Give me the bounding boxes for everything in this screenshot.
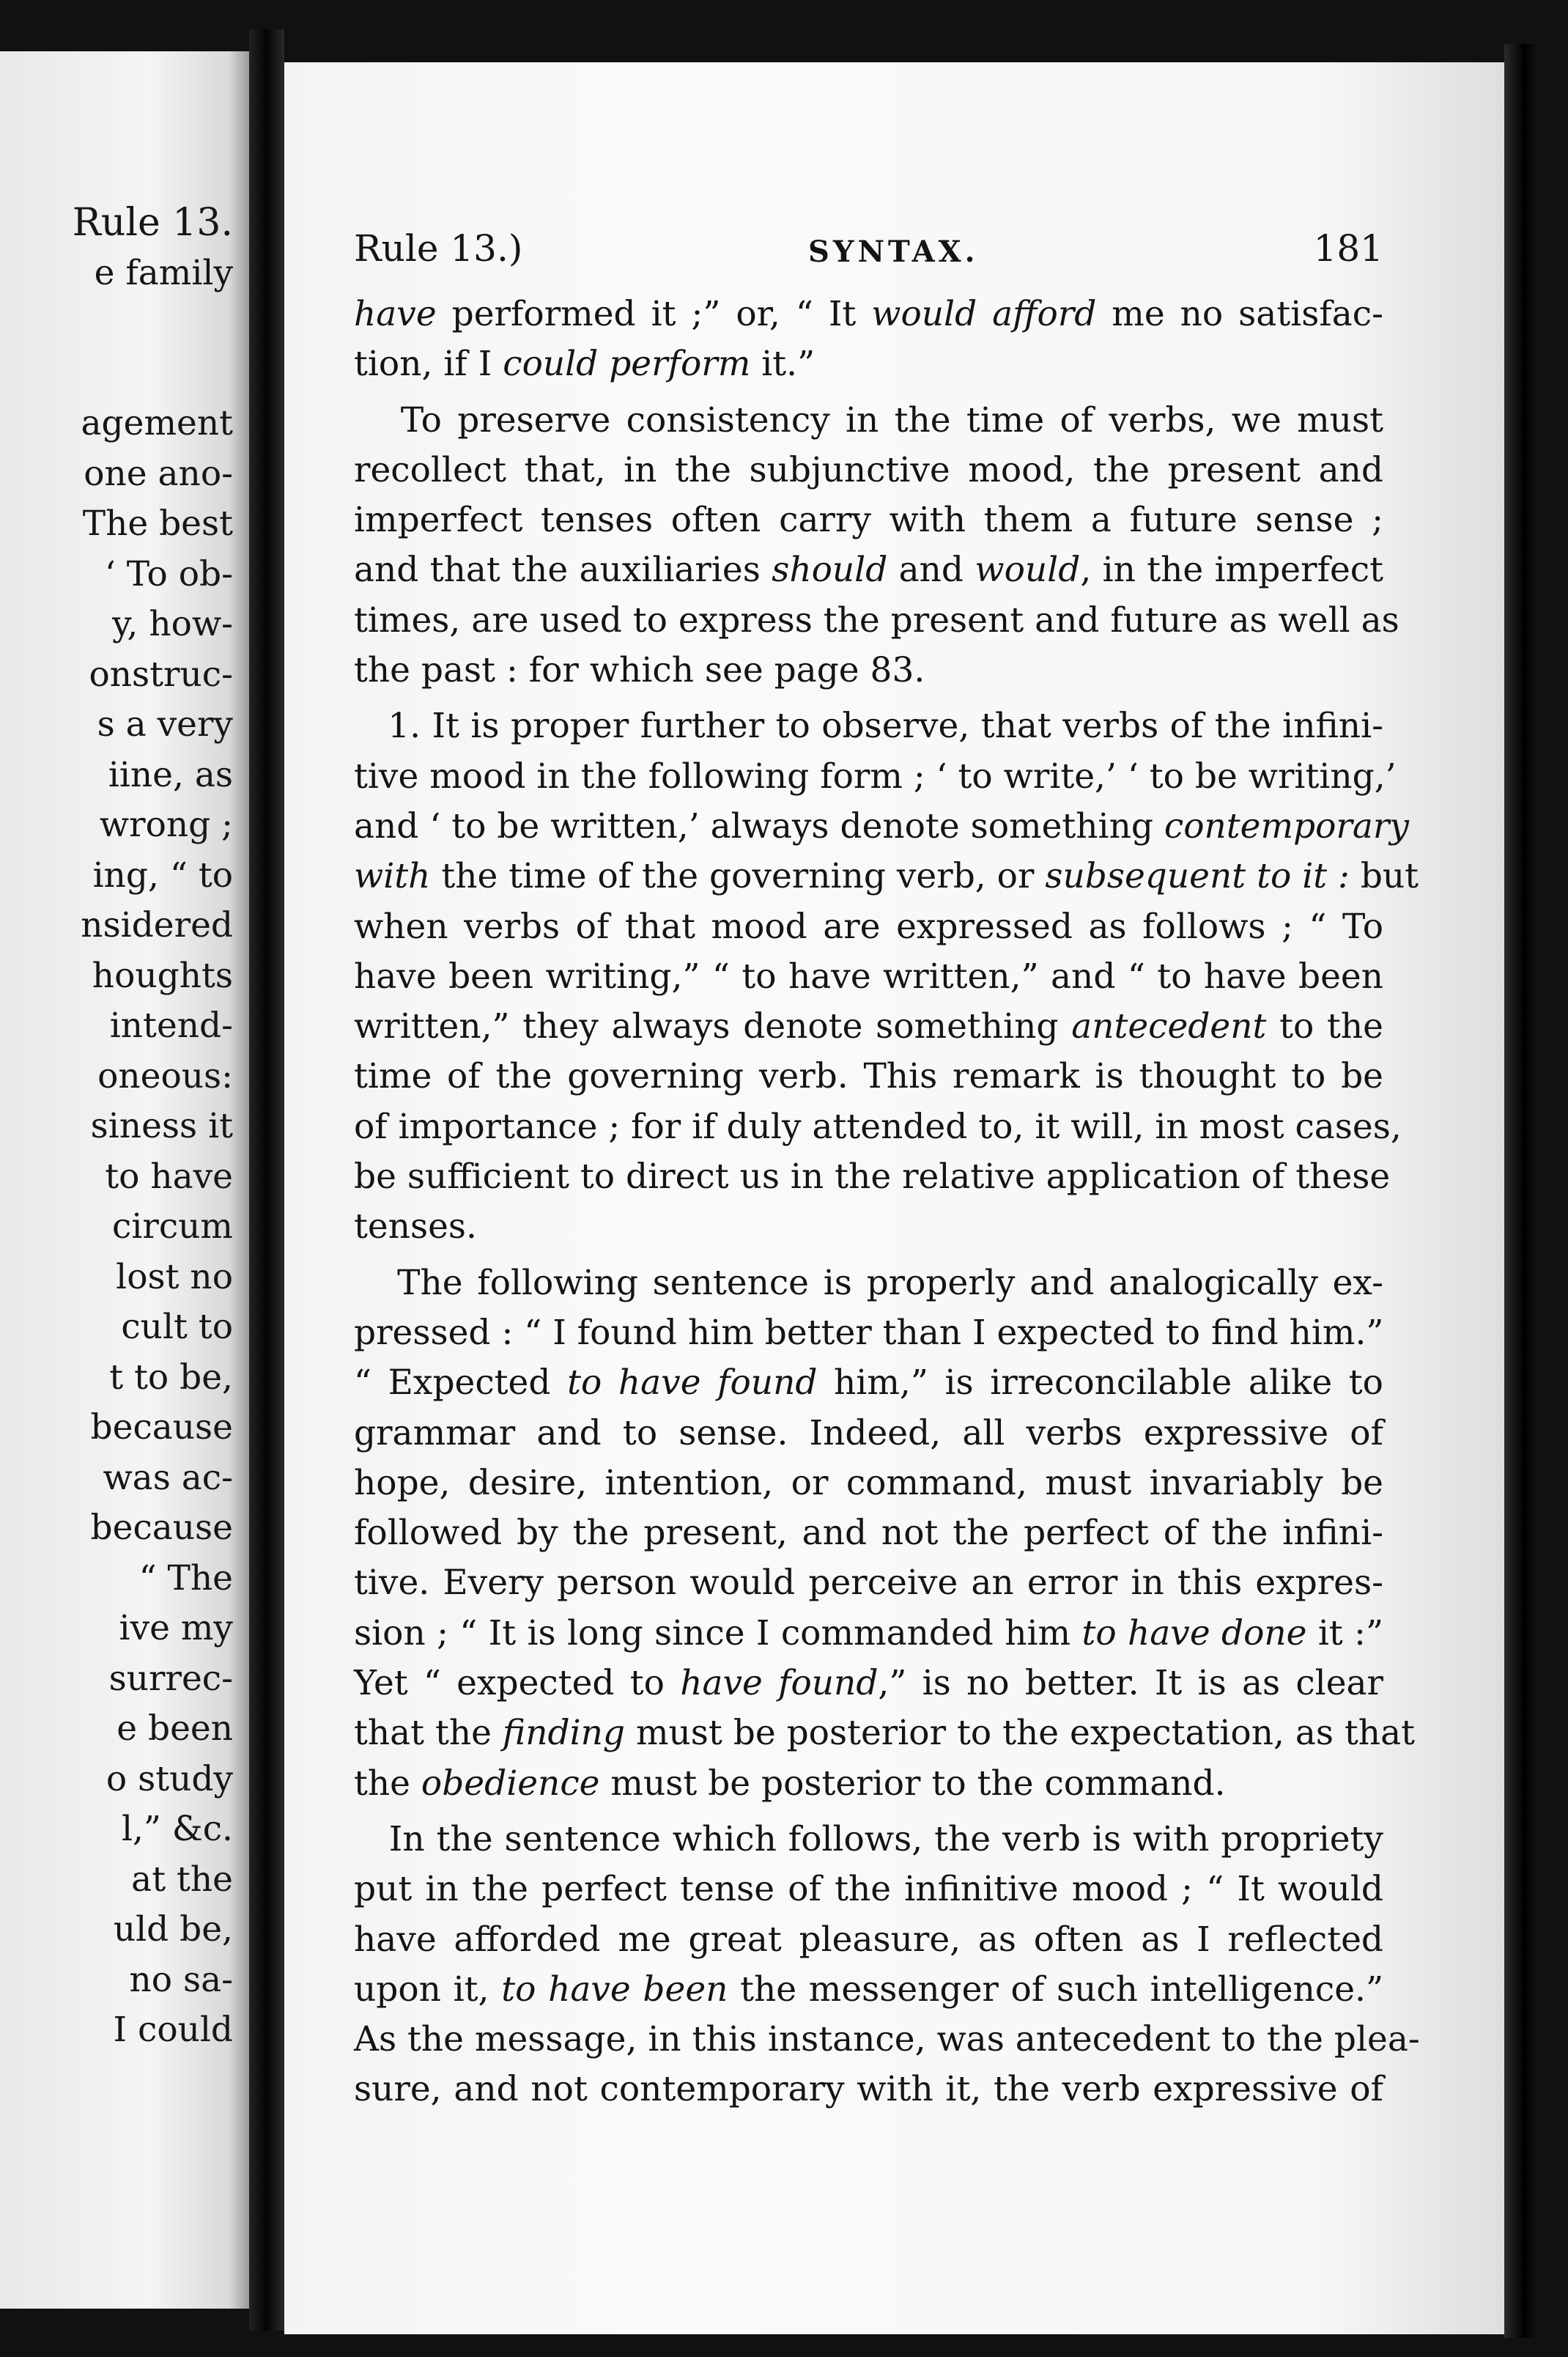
text-line: time of the governing verb. This remark is thought to be — [354, 1056, 1383, 1097]
text-line: and ‘ to be written,’ always denote something contemporary — [354, 805, 1409, 846]
previous-page-line: ing, “ to — [92, 855, 233, 896]
previous-page-line: ‘ To ob- — [104, 553, 233, 594]
text-line: upon it, to have been the messenger of such intelligence.” — [354, 1969, 1384, 2010]
page-number: 181 — [1313, 227, 1383, 270]
text-line: with the time of the governing verb, or subsequent to it : but — [354, 856, 1419, 897]
book-gutter — [249, 29, 284, 2331]
previous-page-line: lost no — [116, 1256, 233, 1297]
text-line: have been writing,” “ to have written,” and “ to have been — [354, 956, 1383, 997]
text-line: followed by the present, and not the perfect of the infini- — [354, 1513, 1383, 1554]
previous-page-line: e been — [117, 1708, 233, 1749]
previous-page-line: one ano- — [84, 453, 233, 494]
previous-page-line: “ The — [138, 1557, 233, 1598]
text-line: put in the perfect tense of the infinitive mood ; “ It would — [354, 1869, 1383, 1910]
text-line: hope, desire, intention, or command, must invariably be — [354, 1462, 1383, 1503]
text-line: Yet “ expected to have found,” is no better. It is as clear — [354, 1663, 1383, 1704]
previous-page-line: to have — [105, 1156, 233, 1197]
text-line: “ Expected to have found him,” is irreconcilable alike to — [354, 1362, 1383, 1403]
previous-page-line: wrong ; — [99, 805, 233, 845]
text-line: written,” they always denote something antecedent to the — [354, 1006, 1383, 1047]
previous-page-line: t to be, — [109, 1357, 233, 1398]
previous-page-line — [0, 349, 233, 399]
text-line: recollect that, in the subjunctive mood, the present and — [354, 449, 1383, 490]
previous-page-line: l,” &c. — [121, 1809, 233, 1849]
text-line: pressed : “ I found him better than I expected to find him.” — [354, 1312, 1384, 1353]
book-page — [284, 62, 1504, 2334]
text-line: of importance ; for if duly attended to, it will, in most cases, — [354, 1106, 1402, 1147]
page-content — [354, 227, 1420, 2115]
previous-page-line: siness it — [90, 1106, 233, 1146]
previous-page-line: houghts — [92, 955, 233, 996]
text-line: when verbs of that mood are expressed as follows ; “ To — [354, 906, 1383, 947]
previous-page-line: circum — [112, 1206, 233, 1247]
text-line: sion ; “ It is long since I commanded him to have done it :” — [354, 1612, 1383, 1653]
previous-page-line: intend- — [109, 1006, 233, 1046]
previous-page-line: iine, as — [108, 754, 233, 795]
previous-page-line: o study — [106, 1758, 233, 1799]
running-header — [354, 227, 1383, 289]
previous-page-line: agement — [81, 403, 233, 443]
previous-page-lines — [0, 248, 233, 2056]
previous-page-line: uld be, — [113, 1909, 233, 1950]
previous-page-line: nsidered — [81, 905, 233, 945]
previous-page-line: s a very — [97, 704, 233, 745]
text-line: have afforded me great pleasure, as often as I reflected — [354, 1919, 1383, 1960]
text-line: be sufficient to direct us in the relative application of these — [354, 1157, 1391, 1198]
text-line: As the message, in this instance, was antecedent to the plea- — [354, 2019, 1420, 2060]
previous-page-line — [0, 298, 233, 349]
previous-page-line: at the — [131, 1859, 233, 1900]
previous-page-line: y, how- — [112, 604, 233, 644]
previous-page-line: onstruc- — [89, 654, 233, 695]
text-line: times, are used to express the present and future as well as — [354, 600, 1399, 641]
text-line: To preserve consistency in the time of verbs, we must — [354, 399, 1383, 440]
previous-page-line: I could — [113, 2010, 233, 2050]
previous-page-header: Rule 13. — [72, 201, 233, 245]
previous-page-line: no sa- — [129, 1959, 233, 2000]
previous-page-line: e family — [94, 252, 233, 293]
text-line: tion, if I could perform it.” — [354, 344, 816, 385]
text-line: and that the auxiliaries should and would, in the imperfect — [354, 550, 1383, 591]
previous-page-line: surrec- — [108, 1658, 233, 1699]
previous-page-line: because — [90, 1407, 233, 1447]
text-line: the obedience must be posterior to the command. — [354, 1763, 1226, 1804]
previous-page-line: oneous: — [97, 1055, 233, 1096]
previous-page-line: The best — [82, 504, 233, 544]
text-line: grammar and to sense. Indeed, all verbs expressive of — [354, 1412, 1383, 1453]
text-line: sure, and not contemporary with it, the verb expressive of — [354, 2069, 1383, 2110]
text-line: tenses. — [354, 1206, 477, 1247]
text-line: have performed it ;” or, “ It would afford me no satisfac- — [354, 294, 1383, 334]
header-rule-reference: Rule 13.) — [354, 227, 523, 270]
page-edge-shadow — [1504, 44, 1537, 2338]
previous-page-line: because — [90, 1508, 233, 1548]
header-section-title: SYNTAX. — [808, 235, 979, 269]
previous-page-fragment — [0, 51, 249, 2309]
text-line: the past : for which see page 83. — [354, 650, 925, 691]
previous-page-line: ive my — [119, 1608, 233, 1648]
previous-page-text — [0, 51, 233, 2056]
text-line: tive. Every person would perceive an error in this expres- — [354, 1563, 1383, 1604]
page-body-text — [354, 289, 1420, 2115]
text-line: imperfect tenses often carry with them a future sense ; — [354, 500, 1383, 541]
previous-page-line: was ac- — [103, 1457, 233, 1498]
text-line: In the sentence which follows, the verb is with propriety — [354, 1818, 1383, 1859]
text-line: 1. It is proper further to observe, that verbs of the infini- — [354, 706, 1383, 747]
text-line: that the finding must be posterior to the expectation, as that — [354, 1713, 1415, 1754]
text-line: The following sentence is properly and analogically ex- — [354, 1262, 1383, 1303]
previous-page-line: cult to — [121, 1307, 233, 1347]
text-line: tive mood in the following form ; ‘ to write,’ ‘ to be writing,’ — [354, 756, 1397, 797]
